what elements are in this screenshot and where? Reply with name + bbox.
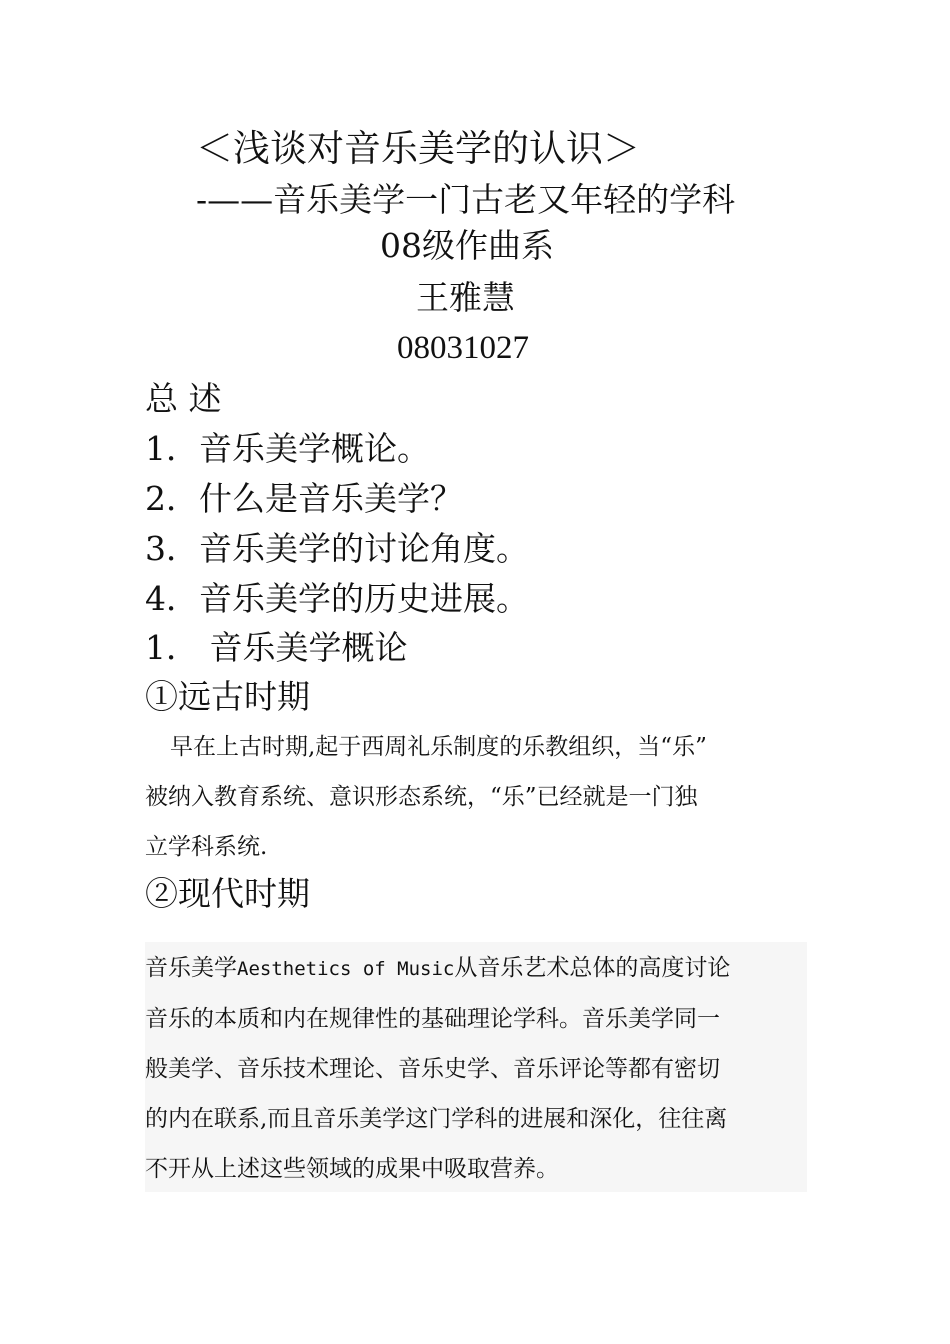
outline-heading: 总 述: [145, 379, 222, 418]
paragraph-line: 被纳入教育系统、意识形态系统，“乐”已经就是一门独: [145, 784, 698, 810]
paragraph-line: 的内在联系,而且音乐美学这门学科的进展和深化，往往离: [145, 1106, 728, 1132]
student-id: 08031027: [397, 330, 529, 366]
author-department: 08级作曲系: [380, 226, 554, 265]
subsection-heading: ①远古时期: [145, 677, 310, 716]
paragraph-line: 音乐的本质和内在规律性的基础理论学科。音乐美学同一: [145, 1006, 720, 1032]
document-title: ＜浅谈对音乐美学的认识＞: [196, 127, 640, 170]
paragraph-line: 早在上古时期,起于西周礼乐制度的乐教组织，当“乐”: [170, 734, 707, 760]
paragraph-line: 立学科系统.: [145, 834, 268, 860]
paragraph-ancient: [145, 722, 810, 872]
author-name: 王雅慧: [416, 278, 515, 317]
outline-item: 1．音乐美学概论。: [145, 429, 430, 468]
paragraph-line: 音乐美学Aesthetics of Music从音乐艺术总体的高度讨论: [145, 955, 731, 981]
paragraph-line: 不开从上述这些领域的成果中吸取营养。: [145, 1156, 559, 1182]
outline-item: 4．音乐美学的历史进展。: [145, 579, 529, 618]
paragraph-line: 般美学、音乐技术理论、音乐史学、音乐评论等都有密切: [145, 1056, 720, 1082]
paragraph-modern: [145, 943, 810, 1194]
document-subtitle: -——音乐美学一门古老又年轻的学科: [196, 180, 736, 219]
outline-item: 3．音乐美学的讨论角度。: [145, 529, 529, 568]
outline-item: 2．什么是音乐美学？: [145, 479, 463, 518]
section-heading: 1． 音乐美学概论: [145, 628, 408, 667]
subsection-heading: ②现代时期: [145, 874, 310, 913]
